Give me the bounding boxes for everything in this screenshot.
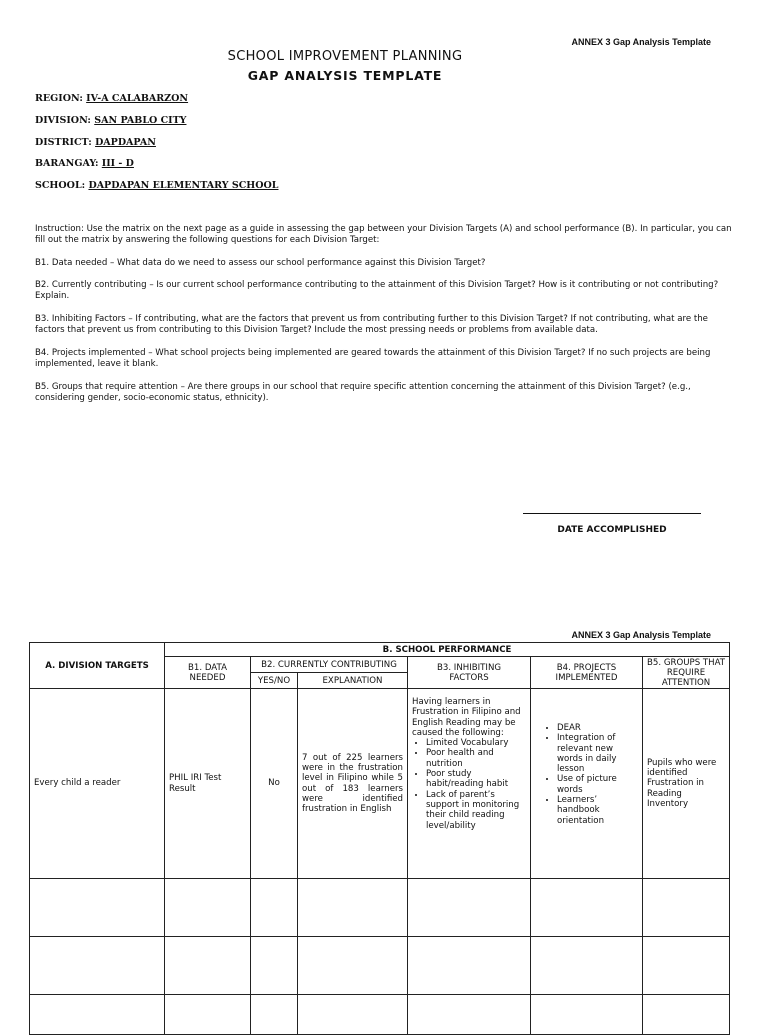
empty-cell[interactable]	[298, 995, 408, 1035]
region-value: IV-A CALABARZON	[86, 93, 189, 104]
empty-cell[interactable]	[408, 879, 531, 937]
empty-cell[interactable]	[30, 879, 165, 937]
annex-label-page2: ANNEX 3 Gap Analysis Template	[571, 630, 711, 640]
empty-cell[interactable]	[298, 937, 408, 995]
header-b3-inhibiting-factors: B3. INHIBITING FACTORS	[408, 657, 531, 689]
table-row-empty	[30, 879, 730, 937]
region-label: REGION:	[35, 93, 83, 104]
header-b4-projects-implemented: B4. PROJECTS IMPLEMENTED	[531, 657, 643, 689]
list-item: • Use of picture words	[557, 774, 638, 795]
school-value: DAPDAPAN ELEMENTARY SCHOOL	[88, 180, 279, 191]
gap-analysis-table	[29, 642, 730, 1035]
list-item: • Lack of parent’s support in monitoring their child reading level/ability	[426, 790, 526, 831]
empty-cell[interactable]	[643, 937, 730, 995]
division-label: DIVISION:	[35, 115, 91, 126]
empty-cell[interactable]	[30, 995, 165, 1035]
annex-label: ANNEX 3 Gap Analysis Template	[571, 37, 711, 47]
cell-groups-attention: Pupils who were identified Frustration in Reading Inventory	[643, 689, 730, 879]
division-value: SAN PABLO CITY	[94, 115, 187, 126]
header-division-targets: A. DIVISION TARGETS	[30, 643, 165, 689]
instruction-b2: B2. Currently contributing – Is our current school performance contributing to the attainment of this Division Target? How is it contributing or not contributing? Explain.	[35, 280, 719, 301]
header-explanation: EXPLANATION	[298, 673, 408, 689]
list-item: • Learners’ handbook orientation	[557, 795, 638, 826]
empty-cell[interactable]	[251, 879, 298, 937]
cell-yes-no: No	[251, 689, 298, 879]
empty-cell[interactable]	[531, 879, 643, 937]
empty-cell[interactable]	[165, 879, 251, 937]
list-item: • Integration of relevant new words in daily lesson	[557, 733, 638, 774]
cell-projects-implemented	[531, 689, 643, 879]
empty-cell[interactable]	[408, 937, 531, 995]
empty-cell[interactable]	[408, 995, 531, 1035]
empty-cell[interactable]	[643, 995, 730, 1035]
empty-cell[interactable]	[251, 995, 298, 1035]
list-item: • DEAR	[557, 723, 638, 733]
school-line	[35, 180, 278, 191]
header-b1-data-needed: B1. DATA NEEDED	[165, 657, 251, 689]
inhibiting-list	[412, 738, 526, 831]
barangay-line	[35, 158, 134, 169]
region-line	[35, 93, 188, 104]
list-item: • Poor study habit/reading habit	[426, 769, 526, 790]
cell-explanation: 7 out of 225 learners were in the frustration level in Filipino while 5 out of 183 learners were identified frustration in English	[298, 689, 408, 879]
empty-cell[interactable]	[165, 995, 251, 1035]
table-row-empty	[30, 995, 730, 1035]
table-row	[30, 689, 730, 879]
barangay-label: BARANGAY:	[35, 158, 99, 169]
table-row-empty	[30, 937, 730, 995]
cell-inhibiting-factors	[408, 689, 531, 879]
cell-division-target: Every child a reader	[30, 689, 165, 879]
instruction-b4: B4. Projects implemented – What school projects being implemented are geared towards the attainment of this Division Target? If no such projects are being implemented, leave it blank.	[35, 348, 711, 369]
inhibiting-intro: Having learners in Frustration in Filipino and English Reading may be caused the following:	[412, 697, 521, 738]
empty-cell[interactable]	[165, 937, 251, 995]
district-line	[35, 137, 156, 148]
division-line	[35, 115, 186, 126]
signature-line	[523, 513, 701, 514]
date-accomplished-label: DATE ACCOMPLISHED	[557, 525, 667, 535]
district-label: DISTRICT:	[35, 137, 92, 148]
page-subtitle: GAP ANALYSIS TEMPLATE	[247, 68, 443, 83]
school-label: SCHOOL:	[35, 180, 86, 191]
instruction-intro: Instruction: Use the matrix on the next page as a guide in assessing the gap between your Division Targets (A) and school performance (B). In particular, you can fill out the matrix by answering the following questions for each Division Target:	[35, 224, 732, 245]
header-school-performance: B. SCHOOL PERFORMANCE	[165, 643, 730, 657]
instruction-b3: B3. Inhibiting Factors – If contributing, what are the factors that prevent us from contributing further to this Division Target? If not contributing, what are the factors that prevent us from contributing to this Division Target? Include the most pressing needs or problems from available data.	[35, 314, 708, 335]
instruction-b1: B1. Data needed – What data do we need to assess our school performance against this Division Target?	[35, 258, 486, 268]
instruction-b5: B5. Groups that require attention – Are there groups in our school that require specific attention concerning the attainment of this Division Target? (e.g., considering gender, socio-economic status, ethnicity).	[35, 382, 691, 403]
barangay-value: III - D	[101, 158, 134, 169]
header-b2-currently-contributing: B2. CURRENTLY CONTRIBUTING	[251, 657, 408, 673]
empty-cell[interactable]	[298, 879, 408, 937]
projects-list	[535, 723, 638, 826]
page-title: SCHOOL IMPROVEMENT PLANNING	[227, 49, 463, 64]
empty-cell[interactable]	[531, 937, 643, 995]
empty-cell[interactable]	[643, 879, 730, 937]
empty-cell[interactable]	[531, 995, 643, 1035]
empty-cell[interactable]	[251, 937, 298, 995]
district-value: DAPDAPAN	[95, 137, 156, 148]
list-item: • Poor health and nutrition	[426, 748, 526, 769]
cell-data-needed: PHIL IRI Test Result	[165, 689, 251, 879]
empty-cell[interactable]	[30, 937, 165, 995]
header-yes-no: YES/NO	[251, 673, 298, 689]
list-item: • Limited Vocabulary	[426, 738, 526, 748]
header-b5-groups-attention: B5. GROUPS THAT REQUIRE ATTENTION	[643, 657, 730, 689]
